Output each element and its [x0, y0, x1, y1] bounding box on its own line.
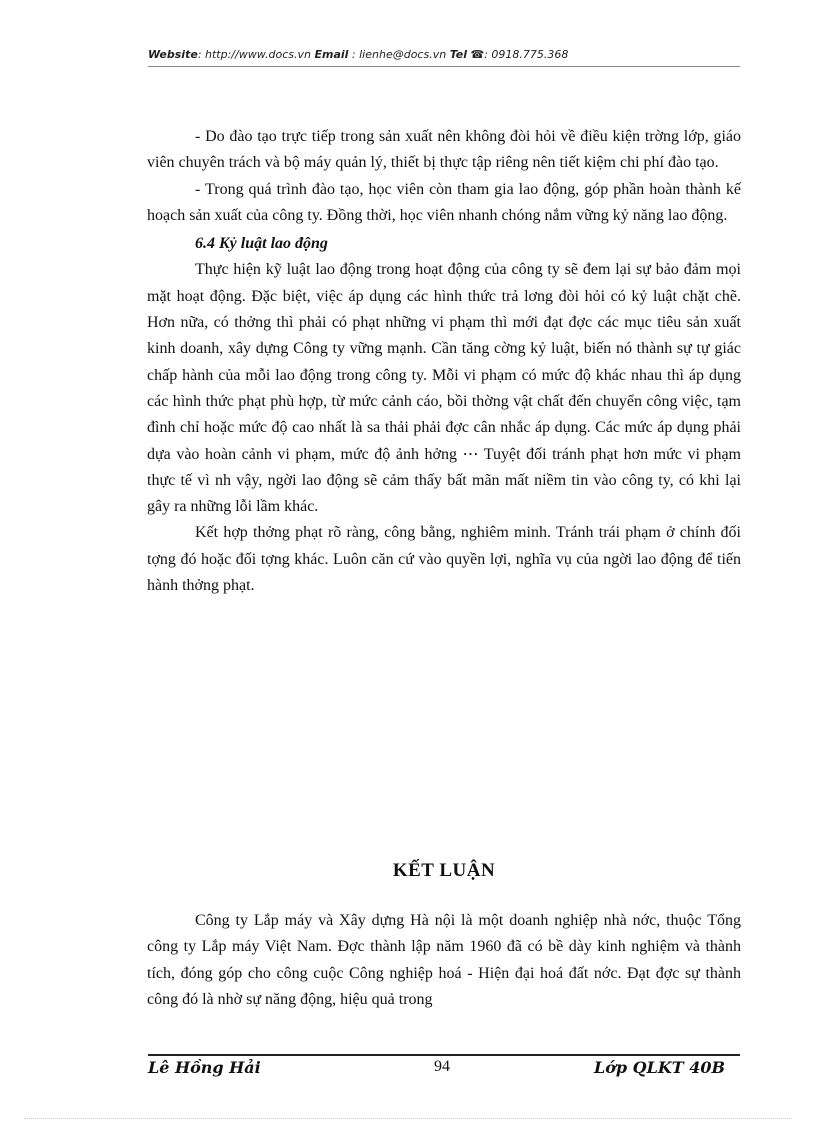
- paragraph: - Do đào tạo trực tiếp trong sản xuất nên không đòi hỏi về điều kiện trờng lớp, giáo viên chuyên trách và bộ máy quản lý, thiết bị thực tập riêng nên tiết kiệm chi phí đào tạo.: [147, 128, 741, 172]
- email-label: Email: [314, 48, 349, 61]
- phone-icon: ☎: [470, 48, 485, 61]
- section-heading: 6.4 Kỷ luật lao động: [195, 235, 328, 253]
- page-header: [148, 48, 740, 61]
- email-value: : lienhe@docs.vn: [351, 48, 447, 61]
- header-divider: [148, 66, 740, 67]
- tel-value: : 0918.775.368: [484, 48, 569, 61]
- footer-class: Lớp QLKT 40B: [594, 1058, 726, 1077]
- page-edge-divider: [24, 1118, 792, 1119]
- website-label: Website: [148, 48, 198, 61]
- paragraph: - Trong quá trình đào tạo, học viên còn tham gia lao động, góp phần hoàn thành kế hoạch sản xuất của công ty. Đồng thời, học viên nhanh chóng nắm vững kỷ năng lao động.: [147, 180, 741, 224]
- tel-label: Tel: [449, 48, 468, 61]
- main-text: [147, 124, 741, 599]
- page-number: 94: [434, 1058, 450, 1075]
- paragraph: Kết hợp thởng phạt rõ ràng, công bằng, nghiêm minh. Tránh trái phạm ở chính đối tợng đó hoặc đối tợng khác. Luôn căn cứ vào quyền lợi, nghĩa vụ của ngời lao động để tiến hành thởng phạt.: [147, 524, 741, 595]
- paragraph: Thực hiện kỹ luật lao động trong hoạt động của công ty sẽ đem lại sự bảo đảm mọi mặt hoạt động. Đặc biệt, việc áp dụng các hình thức trả lơng đòi hỏi có kỷ luật chặt chẽ. Hơn nữa, có thởng thì phải có phạt những vi phạm thì mới đạt đợc các mục tiêu sản xuất kinh doanh, xây dựng Công ty vững mạnh. Cần tăng cờng kỷ luật, biến nó thành sự tự giác chấp hành của mỗi lao động trong công ty. Mỗi vi phạm có mức độ khác nhau thì áp dụng các hình thức phạt phù hợp, từ mức cảnh cáo, bồi thờng vật chất đến chuyển công việc, tạm đình chỉ hoặc mức độ cao nhất là sa thải phải đợc cân nhắc áp dụng. Các mức áp dụng phải dựa vào hoàn cảnh vi phạm, mức độ ảnh hởng ⋯ Tuyệt đối tránh phạt hơn mức vi phạm thực tế vì nh vậy, ngời lao động sẽ cảm thấy bất mãn mất niềm tin vào công ty, có khi lại gây ra những lỗi lầm khác.: [147, 261, 741, 516]
- footer-author: Lê Hồng Hải: [148, 1058, 261, 1077]
- conclusion-title: KẾT LUẬN: [392, 860, 496, 881]
- conclusion-text: [147, 908, 741, 1013]
- website-value: : http://www.docs.vn: [197, 48, 311, 61]
- paragraph: Công ty Lắp máy và Xây dựng Hà nội là một doanh nghiệp nhà nớc, thuộc Tổng công ty Lắp máy Việt Nam. Đợc thành lập năm 1960 đã có bề dày kinh nghiệm và thành tích, đóng góp cho công cuộc Công nghiệp hoá - Hiện đại hoá đất nớc. Đạt đợc sự thành công đó là nhờ sự năng động, hiệu quả trong: [147, 912, 741, 1008]
- footer-divider: [148, 1054, 740, 1056]
